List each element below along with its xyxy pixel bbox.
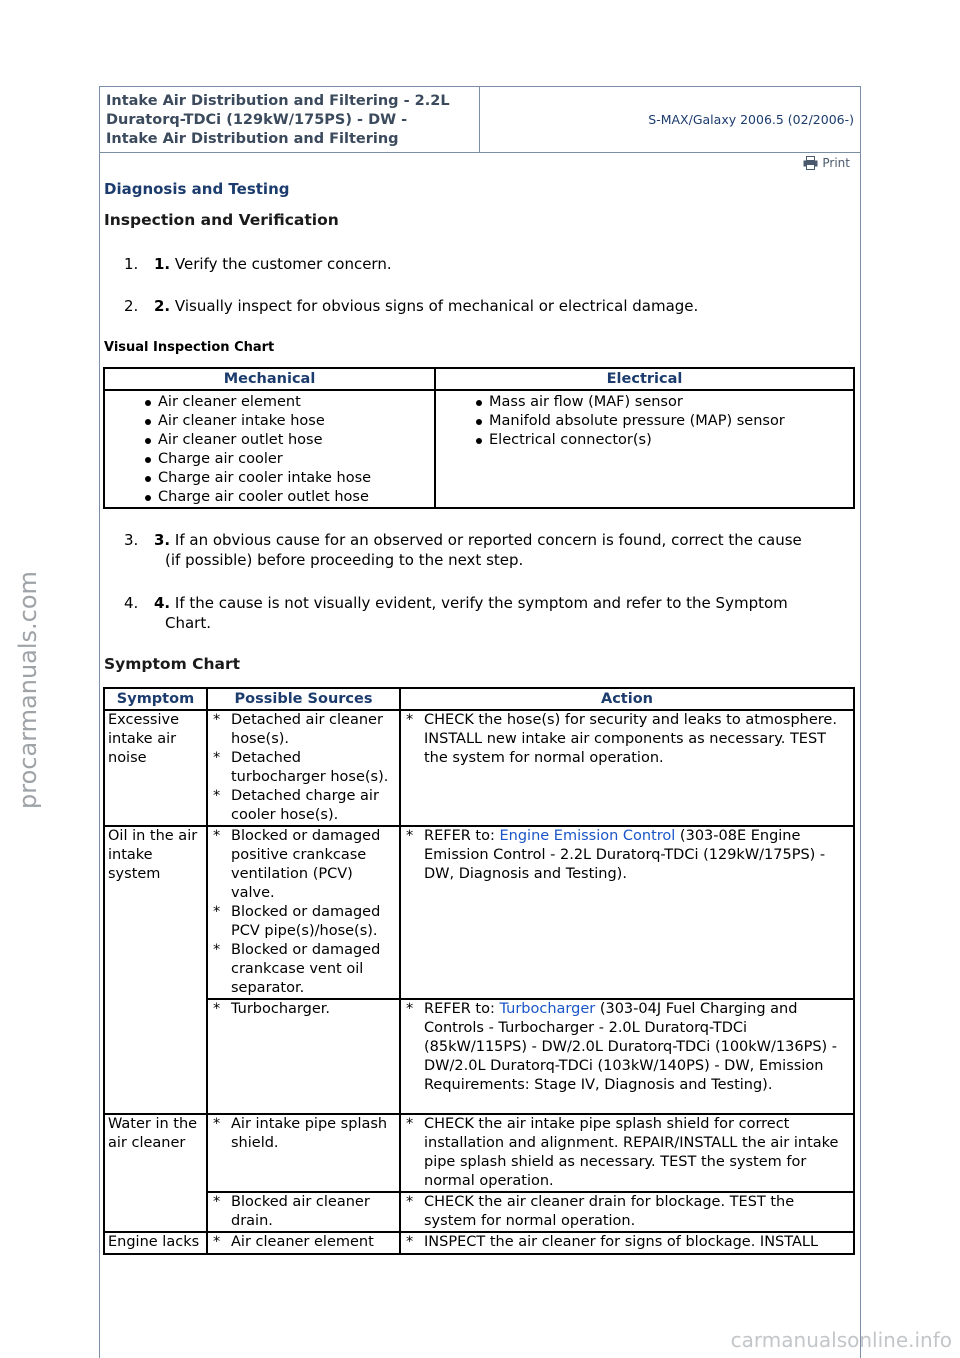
symptom-chart-caption: Symptom Chart	[104, 655, 241, 673]
title-line: Intake Air Distribution and Filtering	[106, 131, 399, 147]
symptom-cell: Excessive intake air noise	[104, 710, 207, 826]
column-header-action: Action	[400, 688, 854, 710]
source-item: * Blocked or damaged crankcase vent oil separator.	[211, 941, 396, 998]
sources-cell	[207, 1232, 400, 1254]
table-row	[104, 1114, 854, 1192]
action-text	[404, 1000, 850, 1095]
list-item: Air cleaner outlet hose	[108, 431, 431, 450]
turbocharger-link[interactable]: Turbocharger	[499, 1001, 596, 1017]
source-item: * Detached turbocharger hose(s).	[211, 749, 396, 787]
sources-cell	[207, 999, 400, 1114]
symptom-cell: Oil in the air intake system	[104, 826, 207, 1114]
list-item: Charge air cooler outlet hose	[108, 488, 431, 507]
step-number: 2.	[124, 297, 139, 315]
action-cell	[400, 1232, 854, 1254]
print-label: Print	[822, 156, 850, 170]
symptom-cell: Engine lacks	[104, 1232, 207, 1254]
column-header-electrical: Electrical	[435, 368, 854, 390]
action-text: * INSPECT the air cleaner for signs of blockage. INSTALL	[404, 1233, 850, 1252]
table-row	[104, 710, 854, 826]
list-item: Charge air cooler	[108, 450, 431, 469]
list-item: Charge air cooler intake hose	[108, 469, 431, 488]
document-header	[99, 86, 861, 153]
action-cell	[400, 1192, 854, 1232]
symptom-table	[103, 687, 855, 1255]
sources-cell	[207, 826, 400, 999]
source-item: * Detached air cleaner hose(s).	[211, 711, 396, 749]
action-cell	[400, 826, 854, 999]
symptom-cell: Water in the air cleaner	[104, 1114, 207, 1232]
source-item: * Blocked or damaged PCV pipe(s)/hose(s).	[211, 903, 396, 941]
source-item: * Air intake pipe splash shield.	[211, 1115, 396, 1153]
step-number: 1.	[124, 255, 139, 273]
printer-icon	[803, 156, 818, 170]
step-text: If the cause is not visually evident, verify the symptom and refer to the Symptom	[170, 594, 788, 612]
source-item: * Detached charge air cooler hose(s).	[211, 787, 396, 825]
action-cell	[400, 1114, 854, 1192]
action-cell	[400, 999, 854, 1114]
table-row	[104, 1232, 854, 1254]
list-item: Air cleaner intake hose	[108, 412, 431, 431]
section-title: Diagnosis and Testing	[104, 180, 290, 198]
list-item: Electrical connector(s)	[439, 431, 850, 450]
step-text: Visually inspect for obvious signs of mechanical or electrical damage.	[170, 297, 699, 315]
action-text: * CHECK the air cleaner drain for blockage. TEST the system for normal operation.	[404, 1193, 850, 1231]
table-row	[104, 999, 854, 1114]
sources-cell	[207, 1114, 400, 1192]
action-text	[404, 827, 850, 884]
source-item: * Turbocharger.	[211, 1000, 396, 1019]
engine-emission-control-link[interactable]: Engine Emission Control	[499, 828, 676, 844]
action-text: * CHECK the air intake pipe splash shield for correct installation and alignment. REPAIR/INSTALL the air intake pipe splash shield as necessary. TEST the system for normal operation.	[404, 1115, 850, 1191]
vehicle-model: S-MAX/Galaxy 2006.5 (02/2006-)	[648, 112, 854, 127]
visual-inspection-table	[103, 367, 855, 509]
action-suffix: (303-08E Engine Emission Control - 2.2L Duratorq-TDCi (129kW/175PS) - DW, Diagnosis and Testing).	[424, 828, 826, 882]
action-cell	[400, 710, 854, 826]
sources-cell	[207, 1192, 400, 1232]
step-number: 3.	[124, 531, 139, 549]
source-item: * Air cleaner element	[211, 1233, 396, 1252]
table-row	[104, 826, 854, 999]
subsection-title: Inspection and Verification	[104, 211, 339, 229]
electrical-cell	[435, 390, 854, 508]
list-item: Air cleaner element	[108, 393, 431, 412]
action-prefix: REFER to:	[424, 828, 500, 844]
mechanical-cell	[104, 390, 435, 508]
visual-chart-caption: Visual Inspection Chart	[104, 340, 275, 355]
step-bold: 1.	[154, 255, 171, 273]
sources-cell	[207, 710, 400, 826]
step-text: If an obvious cause for an observed or reported concern is found, correct the cause	[170, 531, 802, 549]
action-text: * CHECK the hose(s) for security and leaks to atmosphere. INSTALL new intake air components as necessary. TEST the system for normal operation.	[404, 711, 850, 768]
action-prefix: REFER to:	[424, 1001, 500, 1017]
step-bold: 2.	[154, 297, 171, 315]
step-number: 4.	[124, 594, 139, 612]
column-header-symptom: Symptom	[104, 688, 207, 710]
table-row	[104, 1192, 854, 1232]
watermark-text: procarmanuals.com	[14, 571, 42, 809]
step-text-continued: Chart.	[165, 614, 211, 632]
source-item: * Blocked air cleaner drain.	[211, 1193, 396, 1231]
step-bold: 4.	[154, 594, 171, 612]
document-title	[100, 87, 480, 152]
title-line: Intake Air Distribution and Filtering - 2.2L	[106, 93, 450, 109]
title-line: Duratorq-TDCi (129kW/175PS) - DW -	[106, 112, 408, 128]
step-text-continued: (if possible) before proceeding to the next step.	[165, 551, 524, 569]
step-text: Verify the customer concern.	[170, 255, 392, 273]
column-header-sources: Possible Sources	[207, 688, 400, 710]
column-header-mechanical: Mechanical	[104, 368, 435, 390]
list-item: Manifold absolute pressure (MAP) sensor	[439, 412, 850, 431]
action-suffix: (303-04J Fuel Charging and Controls - Turbocharger - 2.0L Duratorq-TDCi (85kW/115PS) - DW/2.0L Duratorq-TDCi (100kW/136PS) - DW/2.0L Duratorq-TDCi (103kW/140PS) - DW, Emission Requirements: Stage IV, Diagnosis and Testing).	[424, 1001, 838, 1093]
source-item: * Blocked or damaged positive crankcase ventilation (PCV) valve.	[211, 827, 396, 903]
step-bold: 3.	[154, 531, 171, 549]
print-link[interactable]	[803, 156, 850, 170]
bottom-watermark: carmanualsonline.info	[730, 1328, 952, 1352]
list-item: Mass air flow (MAF) sensor	[439, 393, 850, 412]
side-watermark	[8, 560, 48, 820]
